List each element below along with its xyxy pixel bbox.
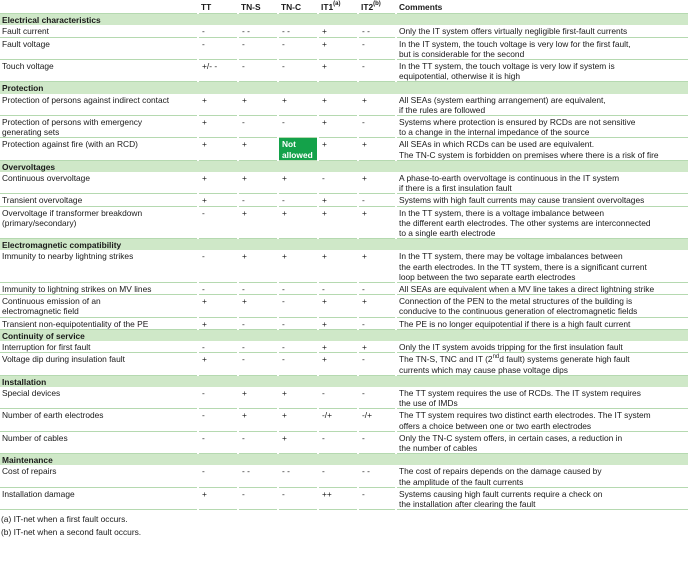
cell-tt: +/- - [198, 60, 238, 82]
header-tn-c: TN-C [278, 0, 318, 14]
table-row [0, 387, 688, 409]
section-title: Maintenance [0, 454, 688, 466]
row-comment [396, 194, 688, 206]
cell-tn-c: - - [278, 465, 318, 487]
row-characteristic [0, 487, 198, 509]
table-row [0, 194, 688, 206]
row-comment-line: All SEAs (system earthing arrangement) are equivalent, [399, 94, 606, 105]
row-comment-line: Systems where protection is ensured by RCDs are not sensitive [399, 117, 636, 128]
table-row [0, 409, 688, 431]
row-characteristic-line: Transient non-equipotentiality of the PE [2, 318, 149, 329]
row-characteristic-line: Installation damage [2, 488, 75, 499]
row-characteristic-line: Interruption for first fault [2, 342, 91, 353]
section-title: Electrical characteristics [0, 14, 688, 26]
cell-tn-s: - [238, 341, 278, 353]
cell-tt: - [198, 387, 238, 409]
cell-tn-c: + [278, 387, 318, 409]
row-comment-line: Systems with high fault currents may cause transient overvoltages [399, 195, 645, 206]
row-characteristic [0, 283, 198, 295]
row-comment [396, 206, 688, 239]
cell-tn-c: - [278, 194, 318, 206]
row-characteristic [0, 37, 198, 59]
row-comment-line: the installation after clearing the fault [399, 498, 536, 509]
cell-it1: + [318, 138, 358, 160]
header-row [0, 0, 688, 14]
section-header-row [0, 375, 688, 387]
table-row [0, 94, 688, 116]
row-characteristic [0, 295, 198, 317]
row-comment [396, 116, 688, 138]
cell-tt: - [198, 250, 238, 282]
row-characteristic-line: Cost of repairs [2, 466, 57, 477]
cell-it1: + [318, 250, 358, 282]
cell-tn-c: + [278, 250, 318, 282]
cell-tn-c: - [278, 283, 318, 295]
footnote-b: (b) IT-net when a second fault occurs. [1, 527, 142, 538]
row-comment [396, 341, 688, 353]
row-characteristic-line: (primary/secondary) [2, 217, 77, 228]
cell-tn-s: - [238, 37, 278, 59]
table-row [0, 283, 688, 295]
cell-tt: + [198, 194, 238, 206]
cell-tn-c: + [278, 409, 318, 431]
cell-tn-c: + [278, 206, 318, 239]
row-characteristic [0, 250, 198, 282]
cell-it1: - [318, 431, 358, 453]
row-comment-line: Only the IT system avoids tripping for the first insulation fault [399, 342, 623, 353]
row-comment-line: equipotential, otherwise it is high [399, 71, 521, 82]
row-comment-line: The TN-S, TNC and IT (2ndd fault) systems generate high fault [399, 353, 630, 365]
cell-it1: - [318, 387, 358, 409]
cell-tn-s: + [238, 250, 278, 282]
row-characteristic [0, 172, 198, 194]
cell-it2: + [358, 172, 396, 194]
row-comment [396, 353, 688, 375]
row-comment-line: offers a choice between one or two earth electrodes [399, 420, 592, 431]
cell-it2: + [358, 250, 396, 282]
row-characteristic-line: Fault current [2, 26, 50, 37]
row-characteristic-line: Immunity to lightning strikes on MV lines [2, 284, 152, 295]
row-characteristic-line: Protection of persons with emergency [2, 117, 143, 128]
header-it1 [318, 0, 358, 14]
cell-it2: - [358, 283, 396, 295]
cell-tt: + [198, 94, 238, 116]
cell-tn-s: - [238, 116, 278, 138]
cell-tt: + [198, 295, 238, 317]
cell-tt: - [198, 409, 238, 431]
cell-it1: -/+ [318, 409, 358, 431]
row-characteristic-line: Fault voltage [2, 38, 50, 49]
row-comment [396, 465, 688, 487]
row-comment-line: Connection of the PEN to the metal structures of the building is [399, 296, 633, 307]
row-comment [396, 317, 688, 329]
cell-tn-s: - [238, 353, 278, 375]
header-it1-footnote-mark: (a) [333, 1, 341, 8]
section-header-row [0, 160, 688, 172]
row-characteristic-line: Continuous overvoltage [2, 173, 90, 184]
cell-tt: - [198, 206, 238, 239]
cell-tn-c: - [278, 295, 318, 317]
row-characteristic [0, 353, 198, 375]
row-comment-line: if there is a first insulation fault [399, 183, 512, 194]
cell-tn-s: + [238, 295, 278, 317]
ordinal-suffix: nd [492, 353, 500, 360]
table-row [0, 353, 688, 375]
row-comment [396, 25, 688, 37]
row-comment-line: The TN-C system is forbidden on premises where there is a risk of fire [399, 149, 659, 160]
row-comment-line: to a single earth electrode [399, 228, 496, 239]
row-characteristic [0, 206, 198, 239]
row-comment-line: the use of IMDs [399, 398, 458, 409]
cell-it2: + [358, 295, 396, 317]
table-body [0, 14, 688, 510]
cell-tn-c: - [278, 487, 318, 509]
cell-tt: + [198, 172, 238, 194]
cell-it1: + [318, 341, 358, 353]
row-characteristic-line: Continuous emission of an [2, 296, 101, 307]
header-it2 [358, 0, 396, 14]
header-comments: Comments [396, 0, 688, 14]
cell-tn-s: + [238, 387, 278, 409]
row-characteristic-line: Number of earth electrodes [2, 410, 104, 421]
cell-it2: - [358, 353, 396, 375]
row-comment-line: the different earth electrodes. The other systems are interconnected [399, 217, 651, 228]
cell-it1: + [318, 25, 358, 37]
cell-it1: + [318, 206, 358, 239]
cell-it2: - [358, 60, 396, 82]
row-comment-line: All SEAs in which RCDs can be used are equivalent. [399, 139, 595, 150]
table-row [0, 60, 688, 82]
cell-it1: + [318, 60, 358, 82]
header-tt: TT [198, 0, 238, 14]
cell-tn-s: - - [238, 25, 278, 37]
row-comment-line: In the TT system, there is a voltage imbalance between [399, 207, 604, 218]
row-characteristic [0, 465, 198, 487]
cell-tt: + [198, 116, 238, 138]
cell-it2: - [358, 317, 396, 329]
cell-it1: + [318, 37, 358, 59]
cell-it1: + [318, 116, 358, 138]
row-comment [396, 283, 688, 295]
table-row [0, 431, 688, 453]
row-characteristic-line: Special devices [2, 387, 61, 398]
cell-tt: - [198, 25, 238, 37]
row-comment-line: Systems causing high fault currents require a check on [399, 488, 603, 499]
cell-it2: - [358, 194, 396, 206]
cell-it1: + [318, 194, 358, 206]
row-comment-line: The TT system requires the use of RCDs. The IT system requires [399, 387, 641, 398]
row-comment-line: The TT system requires two distinct earth electrodes. The IT system [399, 410, 651, 421]
cell-tn-c: - [278, 116, 318, 138]
cell-it2: - [358, 37, 396, 59]
cell-tn-s: - [238, 194, 278, 206]
row-comment-line: Only the IT system offers virtually negligible first-fault currents [399, 26, 628, 37]
cell-tn-c: + [278, 172, 318, 194]
cell-tn-c: - [278, 37, 318, 59]
cell-tn-s: - [238, 317, 278, 329]
row-comment [396, 60, 688, 82]
row-comment-line: In the TT system, the touch voltage is very low if system is [399, 61, 615, 72]
row-characteristic-line: Overvoltage if transformer breakdown [2, 207, 143, 218]
row-characteristic-line: Touch voltage [2, 61, 54, 72]
cell-it1: + [318, 317, 358, 329]
cell-tt: + [198, 353, 238, 375]
table-row [0, 37, 688, 59]
header-characteristic [0, 0, 198, 14]
cell-tt: + [198, 487, 238, 509]
cell-tn-c: - - [278, 25, 318, 37]
table-row [0, 487, 688, 509]
row-characteristic [0, 116, 198, 138]
row-comment [396, 409, 688, 431]
section-title: Continuity of service [0, 329, 688, 341]
section-header-row [0, 329, 688, 341]
cell-it2: -/+ [358, 409, 396, 431]
cell-it2: - - [358, 465, 396, 487]
row-comment [396, 172, 688, 194]
row-comment-line: the earth electrodes. In the TT system, there is a significant current [399, 261, 647, 272]
cell-it2: + [358, 341, 396, 353]
cell-it1: + [318, 353, 358, 375]
cell-tn-s: - - [238, 465, 278, 487]
cell-tn-s: + [238, 206, 278, 239]
row-characteristic-line: Voltage dip during insulation fault [2, 354, 125, 365]
row-comment-line: but is considerable for the second [399, 48, 525, 59]
cell-it1: - [318, 172, 358, 194]
cell-tn-s: - [238, 487, 278, 509]
cell-tn-s: + [238, 409, 278, 431]
table-row [0, 206, 688, 239]
table-row [0, 341, 688, 353]
cell-it2: + [358, 138, 396, 160]
row-characteristic-line: generating sets [2, 127, 60, 138]
row-characteristic [0, 409, 198, 431]
row-comment [396, 387, 688, 409]
row-comment-line: loop between the two separate earth electrodes [399, 271, 576, 282]
cell-tn-s: + [238, 172, 278, 194]
cell-tt: + [198, 138, 238, 160]
footnote-a: (a) IT-net when a first fault occurs. [1, 514, 128, 525]
row-comment [396, 37, 688, 59]
row-comment-line: if the rules are followed [399, 104, 486, 115]
table-row [0, 138, 688, 160]
row-comment [396, 250, 688, 282]
cell-tn-c: - [278, 353, 318, 375]
row-comment-line: A phase-to-earth overvoltage is continuous in the IT system [399, 173, 620, 184]
cell-tt: - [198, 283, 238, 295]
cell-tt: - [198, 431, 238, 453]
row-characteristic [0, 431, 198, 453]
cell-tt: - [198, 37, 238, 59]
cell-tn-c: - [278, 60, 318, 82]
section-header-row [0, 454, 688, 466]
table-row [0, 295, 688, 317]
row-characteristic [0, 25, 198, 37]
cell-it2: + [358, 94, 396, 116]
cell-tt: + [198, 317, 238, 329]
header-tn-s: TN-S [238, 0, 278, 14]
table-row [0, 465, 688, 487]
cell-it2: - [358, 387, 396, 409]
cell-it1: - [318, 283, 358, 295]
row-comment-line: The cost of repairs depends on the damage caused by [399, 466, 602, 477]
row-characteristic [0, 194, 198, 206]
cell-tn-s: - [238, 431, 278, 453]
row-characteristic-line: Protection of persons against indirect contact [2, 94, 170, 105]
cell-tt: - [198, 465, 238, 487]
row-characteristic [0, 341, 198, 353]
section-header-row [0, 82, 688, 94]
row-characteristic-line: Transient overvoltage [2, 195, 83, 206]
row-comment-line: In the IT system, the touch voltage is very low for the first fault, [399, 38, 631, 49]
section-title: Installation [0, 375, 688, 387]
cell-it2: - [358, 487, 396, 509]
row-comment [396, 94, 688, 116]
row-comment-line: to a change in the internal impedance of the source [399, 127, 590, 138]
row-comment-line: Only the TN-C system offers, in certain cases, a reduction in [399, 432, 623, 443]
section-header-row [0, 239, 688, 251]
footnotes [0, 510, 688, 539]
row-characteristic [0, 387, 198, 409]
row-comment-line: currents which may cause phase voltage dips [399, 364, 568, 375]
header-it1-label: IT1 [321, 2, 334, 12]
row-comment [396, 431, 688, 453]
cell-tn-s: - [238, 60, 278, 82]
section-title: Overvoltages [0, 160, 688, 172]
cell-it2: - - [358, 25, 396, 37]
cell-it1: ++ [318, 487, 358, 509]
section-title: Protection [0, 82, 688, 94]
row-comment-line: the number of cables [399, 442, 478, 453]
cell-it2: + [358, 206, 396, 239]
cell-tt: - [198, 341, 238, 353]
table-row [0, 250, 688, 282]
header-it2-footnote-mark: (b) [373, 1, 381, 8]
cell-it2: - [358, 431, 396, 453]
row-comment-line: conducive to the continuous generation of electromagnetic fields [399, 306, 638, 317]
row-characteristic-line: electromagnetic field [2, 306, 79, 317]
cell-tn-c: - [278, 317, 318, 329]
section-header-row [0, 14, 688, 26]
table-row [0, 317, 688, 329]
row-comment-line: the amplitude of the fault currents [399, 476, 524, 487]
cell-tn-s: + [238, 94, 278, 116]
row-characteristic-line: Immunity to nearby lightning strikes [2, 251, 134, 262]
cell-tn-s: - [238, 283, 278, 295]
row-comment-line: In the TT system, there may be voltage imbalances between [399, 251, 623, 262]
row-comment [396, 487, 688, 509]
cell-it1: + [318, 94, 358, 116]
cell-it1: + [318, 295, 358, 317]
cell-it1: - [318, 465, 358, 487]
row-comment [396, 138, 688, 160]
cell-tn-c: + [278, 431, 318, 453]
cell-tn-s: + [238, 138, 278, 160]
row-comment-line: All SEAs are equivalent when a MV line takes a direct lightning strike [399, 284, 655, 295]
table-row [0, 172, 688, 194]
row-characteristic [0, 60, 198, 82]
row-characteristic [0, 138, 198, 160]
row-characteristic [0, 94, 198, 116]
cell-tn-c-not-allowed: Not allowed [278, 138, 318, 160]
cell-tn-c: - [278, 341, 318, 353]
row-characteristic-line: Number of cables [2, 432, 68, 443]
cell-it2: - [358, 116, 396, 138]
row-comment [396, 295, 688, 317]
table-row [0, 116, 688, 138]
row-characteristic [0, 317, 198, 329]
header-it2-label: IT2 [361, 2, 374, 12]
cell-tn-c: + [278, 94, 318, 116]
row-comment-line: The PE is no longer equipotential if there is a high fault current [399, 318, 631, 329]
row-characteristic-line: Protection against fire (with an RCD) [2, 139, 138, 150]
section-title: Electromagnetic compatibility [0, 239, 688, 251]
table-row [0, 25, 688, 37]
